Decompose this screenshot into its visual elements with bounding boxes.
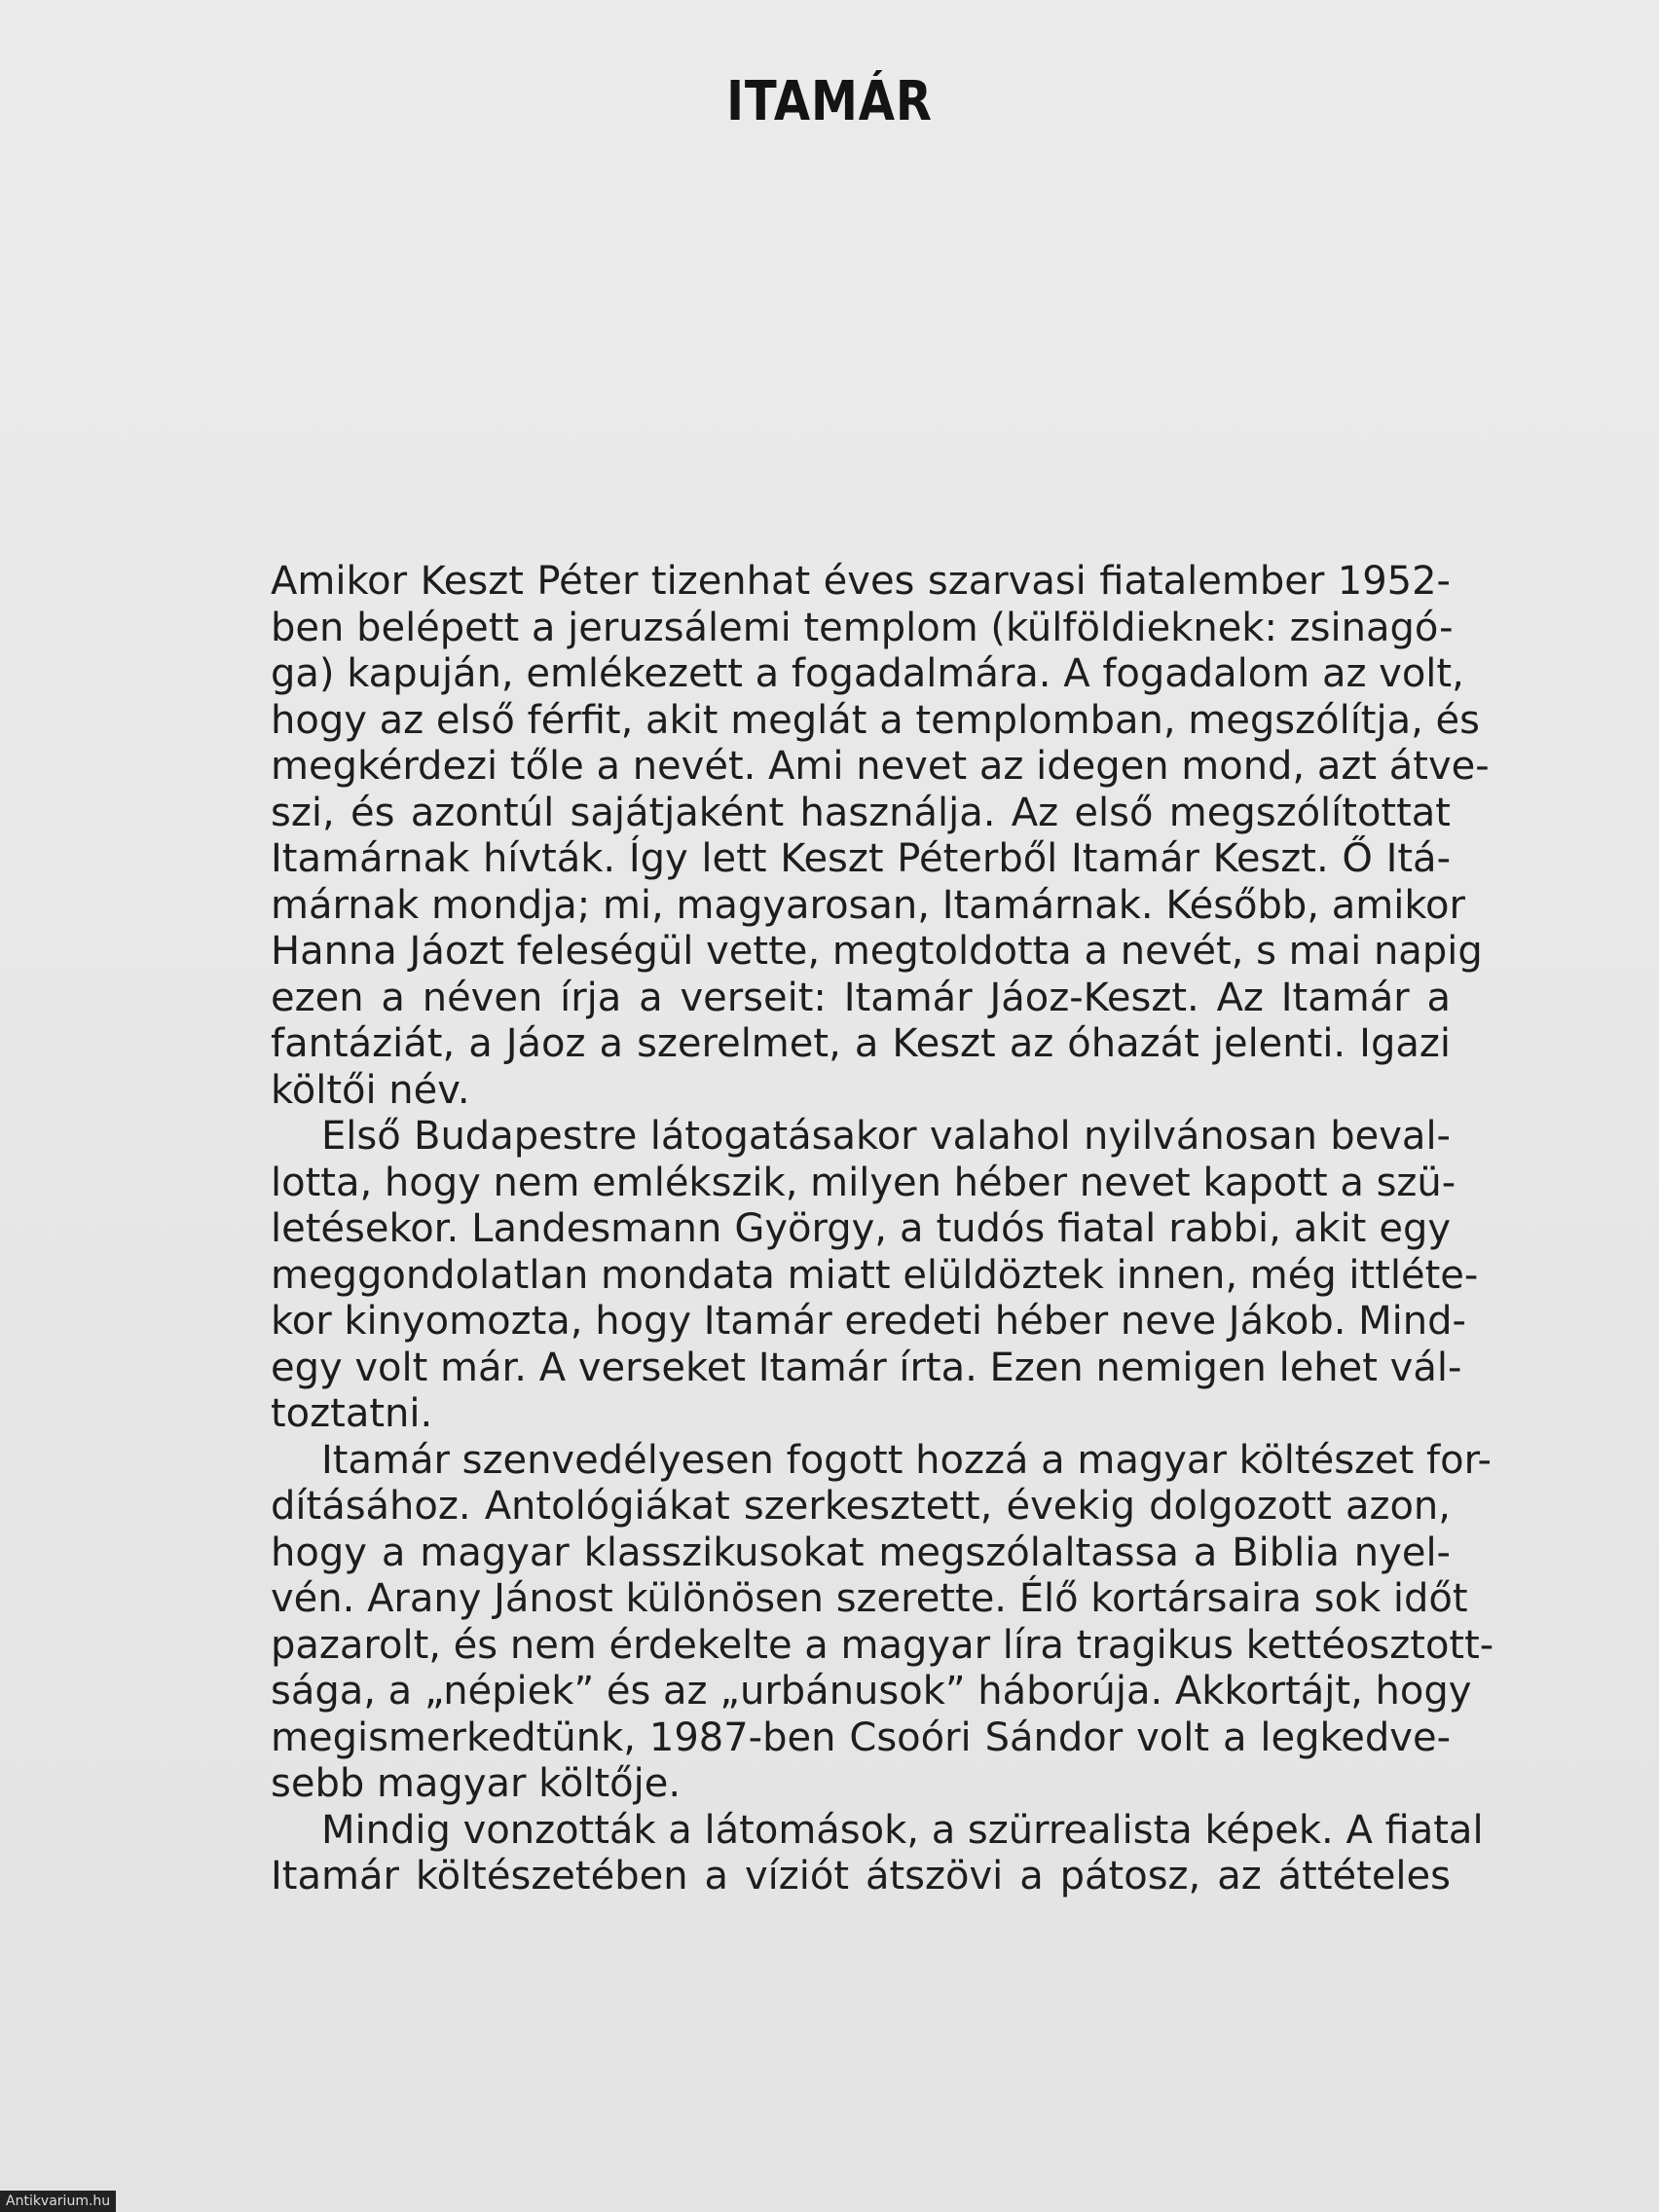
text-line: ezen a néven írja a verseit: Itamár Jáoz-Keszt. Az Itamár a <box>271 975 1451 1020</box>
text-line: sebb magyar költője. <box>271 1761 682 1806</box>
text-line: vén. Arany Jánost különösen szerette. Élő kortársaira sok időt <box>271 1576 1468 1621</box>
text-line: lotta, hogy nem emlékszik, milyen héber nevet kapott a szü- <box>271 1160 1456 1205</box>
text-line: ben belépett a jeruzsálemi templom (külföldieknek: zsinagó- <box>271 605 1454 650</box>
text-line: pazarolt, és nem érdekelte a magyar líra tragikus kettéosztott- <box>271 1622 1494 1668</box>
paragraph-1 <box>271 559 1490 1114</box>
text-line: költői név. <box>271 1067 470 1113</box>
text-line: Mindig vonzották a látomások, a szürrealista képek. A fiatal <box>321 1807 1484 1853</box>
text-line: kor kinyomozta, hogy Itamár eredeti héber neve Jákob. Mind- <box>271 1299 1466 1344</box>
text-line: egy volt már. A verseket Itamár írta. Ezen nemigen lehet vál- <box>271 1345 1462 1390</box>
text-line: Itamárnak hívták. Így lett Keszt Péterből Itamár Keszt. Ő Itá- <box>271 836 1451 881</box>
text-line: Amikor Keszt Péter tizenhat éves szarvasi fiatalember 1952- <box>271 559 1451 604</box>
text-line: szi, és azontúl sajátjaként használja. Az első megszólítottat <box>271 790 1451 835</box>
text-line: Itamár költészetében a víziót átszövi a pátosz, az áttételes <box>271 1854 1451 1899</box>
text-line: Hanna Jáozt feleségül vette, megtoldotta a nevét, s mai napig <box>271 929 1483 974</box>
page-title: ITAMÁR <box>726 70 933 133</box>
text-line: sága, a „népiek” és az „urbánusok” háborúja. Akkortájt, hogy <box>271 1669 1472 1714</box>
paragraph-3 <box>271 1437 1494 1808</box>
text-line: hogy a magyar klasszikusokat megszólaltassa a Biblia nyel- <box>271 1530 1451 1575</box>
text-line: megismerkedtünk, 1987-ben Csoóri Sándor volt a legkedve- <box>271 1714 1451 1760</box>
text-line: meggondolatlan mondata miatt elüldöztek innen, még ittléte- <box>271 1252 1479 1298</box>
text-line: fantáziát, a Jáoz a szerelmet, a Keszt az óhazát jelenti. Igazi <box>271 1021 1451 1066</box>
text-line: ga) kapuján, emlékezett a fogadalmára. A fogadalom az volt, <box>271 651 1464 696</box>
text-line: Első Budapestre látogatásakor valahol nyilvánosan beval- <box>321 1114 1451 1159</box>
text-line: letésekor. Landesmann György, a tudós fiatal rabbi, akit egy <box>271 1206 1451 1251</box>
paragraph-2 <box>271 1114 1479 1438</box>
text-line: dításához. Antológiákat szerkesztett, évekig dolgozott azon, <box>271 1484 1451 1529</box>
watermark-label: Antikvarium.hu <box>0 2191 116 2212</box>
text-line: hogy az első férfit, akit meglát a templomban, megszólítja, és <box>271 697 1480 743</box>
paragraph-4 <box>271 1807 1484 1900</box>
body-text <box>271 559 1494 1900</box>
text-line: márnak mondja; mi, magyarosan, Itamárnak. Később, amikor <box>271 882 1465 928</box>
text-line: toztatni. <box>271 1391 433 1436</box>
text-line: megkérdezi tőle a nevét. Ami nevet az idegen mond, azt átve- <box>271 744 1490 789</box>
text-line: Itamár szenvedélyesen fogott hozzá a magyar költészet for- <box>321 1437 1492 1483</box>
